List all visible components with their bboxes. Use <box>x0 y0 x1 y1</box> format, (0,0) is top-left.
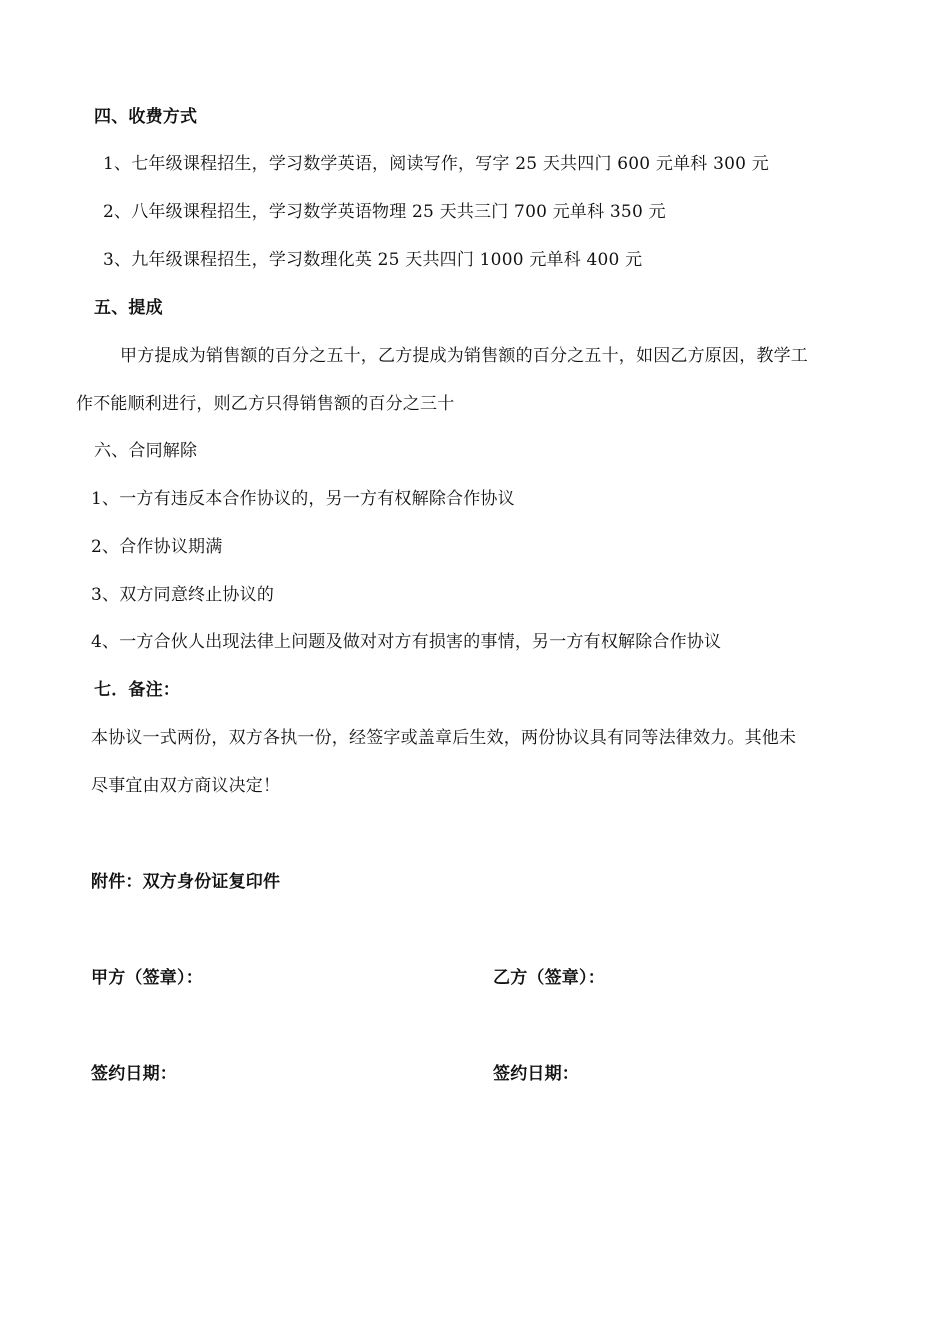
section5-paragraph-line2: 作不能顺利进行，则乙方只得销售额的百分之三十 <box>76 394 455 414</box>
section4-item-1: 1、七年级课程招生，学习数学英语，阅读写作，写字 25 天共四门 600 元单科 300 元 <box>103 154 769 174</box>
section4-heading: 四、收费方式 <box>94 107 198 127</box>
section7-paragraph-line2: 尽事宜由双方商议决定！ <box>91 776 281 796</box>
party-a-date-label: 签约日期： <box>91 1064 177 1084</box>
section7-heading: 七．备注： <box>94 680 180 700</box>
section6-item-4: 4、一方合伙人出现法律上问题及做对对方有损害的事情，另一方有权解除合作协议 <box>91 632 722 652</box>
section5-paragraph-line1: 甲方提成为销售额的百分之五十，乙方提成为销售额的百分之五十，如因乙方原因，教学工 <box>120 346 808 366</box>
section4-item-2: 2、八年级课程招生，学习数学英语物理 25 天共三门 700 元单科 350 元 <box>103 202 666 222</box>
section6-heading: 六、合同解除 <box>94 441 198 461</box>
section4-item-3: 3、九年级课程招生，学习数理化英 25 天共四门 1000 元单科 400 元 <box>103 250 643 270</box>
section6-item-2: 2、合作协议期满 <box>91 537 223 557</box>
section6-item-1: 1、一方有违反本合作协议的，另一方有权解除合作协议 <box>91 489 515 509</box>
party-b-seal-label: 乙方（签章）： <box>493 968 605 988</box>
party-b-date-label: 签约日期： <box>493 1064 579 1084</box>
section6-item-3: 3、双方同意终止协议的 <box>91 585 275 605</box>
party-a-seal-label: 甲方（签章）： <box>91 968 203 988</box>
section7-paragraph-line1: 本协议一式两份，双方各执一份，经签字或盖章后生效，两份协议具有同等法律效力。其他未 <box>91 728 797 748</box>
attachment-note: 附件：双方身份证复印件 <box>91 872 281 892</box>
section5-heading: 五、提成 <box>94 298 163 318</box>
